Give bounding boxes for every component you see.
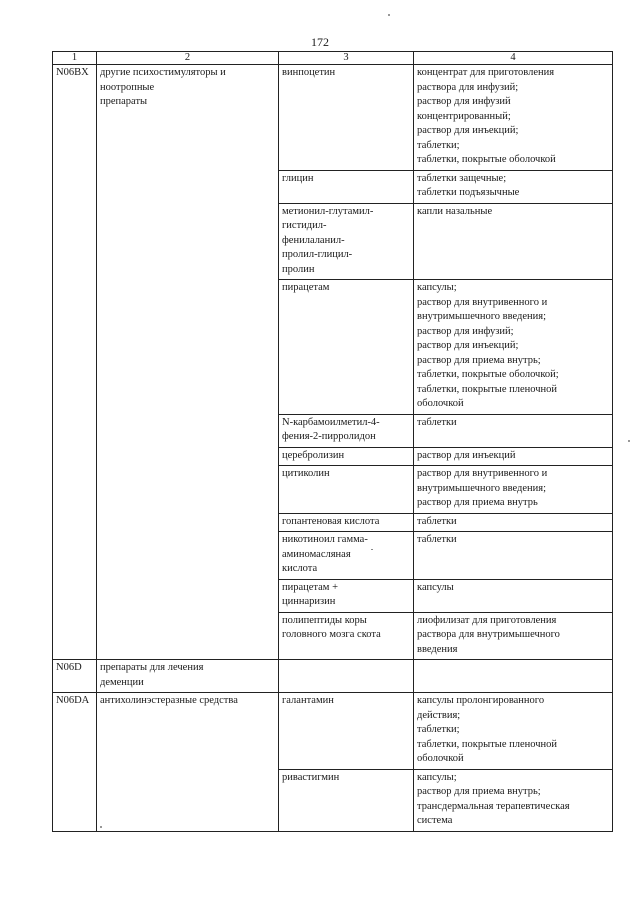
table-body <box>53 65 613 832</box>
group-name-cell <box>97 65 279 660</box>
dosage-form-line: капсулы; <box>417 771 457 783</box>
scan-speck <box>100 826 102 828</box>
dosage-form-cell <box>414 65 613 171</box>
dosage-form-line: раствор для инъекций; <box>417 340 519 351</box>
scan-speck <box>628 440 630 442</box>
group-name-line: антихолинэстеразные средства <box>100 695 238 706</box>
drug-name-line: пролин <box>282 263 315 275</box>
scan-speck <box>388 14 390 16</box>
group-name-line: препараты для лечения <box>100 662 204 673</box>
table-row <box>53 660 613 693</box>
dosage-form-line: раствор для приема внутрь <box>417 497 538 508</box>
dosage-form-line: раствор для внутривенного и <box>417 296 548 308</box>
table-row <box>53 693 613 770</box>
dosage-form-line: трансдермальная терапевтическая <box>417 800 570 812</box>
drug-name-line: пирацетам <box>282 282 330 293</box>
drug-name-line: цитиколин <box>282 468 330 479</box>
drug-name-line: никотиноил гамма- <box>282 534 368 545</box>
header-cell-2: 2 <box>97 52 279 65</box>
dosage-form-line: оболочкой <box>417 398 464 409</box>
drug-name-line: головного мозга скота <box>282 629 381 640</box>
drug-name-line: фенилаланил- <box>282 234 345 246</box>
drug-name-line: галантамин <box>282 695 334 706</box>
atc-code-cell: N06BX <box>53 65 97 660</box>
drug-name-line: N-карбамоилметил-4- <box>282 416 380 428</box>
dosage-form-cell <box>414 466 613 514</box>
dosage-form-cell <box>414 769 613 831</box>
dosage-form-line: введения <box>417 643 458 655</box>
dosage-form-line: внутримышечного введения; <box>417 311 547 322</box>
dosage-form-line: концентрированный; <box>417 110 511 122</box>
dosage-form-line: таблетки подъязычные <box>417 187 520 198</box>
page-number: 172 <box>311 35 329 49</box>
group-name-cell <box>97 660 279 693</box>
dosage-form-cell <box>414 660 613 693</box>
group-name-line: другие психостимуляторы и <box>100 67 226 78</box>
drug-name-line: церебролизин <box>282 449 345 461</box>
group-name-line: ноотропные <box>100 81 155 93</box>
dosage-form-line: раствора для инфузий; <box>417 81 519 93</box>
drug-name-line: гопантеновая кислота <box>282 515 380 527</box>
drug-name-line: полипептиды коры <box>282 614 367 626</box>
drug-name-cell <box>279 513 414 532</box>
dosage-form-line: таблетки <box>417 515 457 527</box>
dosage-form-cell <box>414 579 613 612</box>
dosage-form-cell <box>414 447 613 466</box>
group-name-line: деменции <box>100 676 144 688</box>
atc-code-cell: N06D <box>53 660 97 693</box>
dosage-form-line: раствор для инфузий; <box>417 325 514 337</box>
drug-name-cell <box>279 65 414 171</box>
drug-name-cell <box>279 532 414 580</box>
dosage-form-line: раствор для внутривенного и <box>417 468 548 479</box>
drug-name-line: кислота <box>282 563 318 574</box>
dosage-form-line: таблетки; <box>417 139 460 151</box>
dosage-form-line: концентрат для приготовления <box>417 67 555 78</box>
drug-name-line: метионил-глутамил- <box>282 205 374 217</box>
group-name-cell <box>97 693 279 832</box>
dosage-form-line: внутримышечного введения; <box>417 482 547 494</box>
dosage-form-cell <box>414 414 613 447</box>
drug-name-line: циннаризин <box>282 596 336 607</box>
drug-name-cell <box>279 170 414 203</box>
dosage-form-cell <box>414 203 613 280</box>
dosage-form-line: капсулы; <box>417 282 457 293</box>
dosage-form-cell <box>414 513 613 532</box>
drug-name-cell <box>279 612 414 660</box>
dosage-form-line: таблетки <box>417 416 457 428</box>
dosage-form-cell <box>414 693 613 770</box>
header-cell-1: 1 <box>53 52 97 65</box>
drug-name-line: фения-2-пирролидон <box>282 431 376 442</box>
drug-name-cell <box>279 447 414 466</box>
dosage-form-line: капсулы пролонгированного <box>417 695 545 706</box>
drug-table <box>52 51 613 832</box>
drug-name-cell <box>279 466 414 514</box>
dosage-form-line: оболочкой <box>417 753 464 764</box>
table-header-row <box>53 52 613 65</box>
dosage-form-cell <box>414 612 613 660</box>
header-cell-4: 4 <box>414 52 613 65</box>
dosage-form-line: раствор для инфузий <box>417 96 511 107</box>
dosage-form-line: раствора для внутримышечного <box>417 629 560 640</box>
dosage-form-line: капсулы <box>417 581 454 593</box>
drug-name-cell <box>279 660 414 693</box>
dosage-form-line: таблетки, покрытые оболочкой; <box>417 369 559 380</box>
dosage-form-line: таблетки <box>417 534 457 545</box>
drug-name-line: гистидил- <box>282 220 327 231</box>
drug-name-line: винпоцетин <box>282 67 336 78</box>
drug-name-cell <box>279 280 414 415</box>
dosage-form-line: таблетки, покрытые оболочкой <box>417 154 556 165</box>
drug-name-cell <box>279 769 414 831</box>
drug-name-line: глицин <box>282 172 314 184</box>
drug-name-line: ривастигмин <box>282 771 340 783</box>
atc-code-cell: N06DA <box>53 693 97 832</box>
dosage-form-line: раствор для приема внутрь; <box>417 354 541 366</box>
dosage-form-line: раствор для приема внутрь; <box>417 786 541 797</box>
dosage-form-line: капли назальные <box>417 205 493 217</box>
drug-name-cell <box>279 693 414 770</box>
dosage-form-cell <box>414 280 613 415</box>
dosage-form-line: раствор для инъекций <box>417 449 516 461</box>
header-cell-3: 3 <box>279 52 414 65</box>
dosage-form-line: таблетки, покрытые пленочной <box>417 738 558 750</box>
dosage-form-cell <box>414 170 613 203</box>
drug-name-line: пирацетам + <box>282 581 338 593</box>
dosage-form-line: таблетки, покрытые пленочной <box>417 383 558 395</box>
dosage-form-line: система <box>417 815 453 826</box>
group-name-line: препараты <box>100 96 148 107</box>
drug-name-line: пролил-глицил- <box>282 249 353 260</box>
dosage-form-line: лиофилизат для приготовления <box>417 614 557 626</box>
table-row <box>53 65 613 171</box>
dosage-form-line: таблетки защечные; <box>417 172 507 184</box>
dosage-form-line: раствор для инъекций; <box>417 125 519 136</box>
drug-name-line: аминомасляная <box>282 548 351 560</box>
drug-name-cell <box>279 203 414 280</box>
dosage-form-cell <box>414 532 613 580</box>
dosage-form-line: действия; <box>417 709 461 721</box>
dosage-form-line: таблетки; <box>417 724 460 735</box>
drug-name-cell <box>279 414 414 447</box>
scan-speck <box>371 549 373 550</box>
drug-name-cell <box>279 579 414 612</box>
